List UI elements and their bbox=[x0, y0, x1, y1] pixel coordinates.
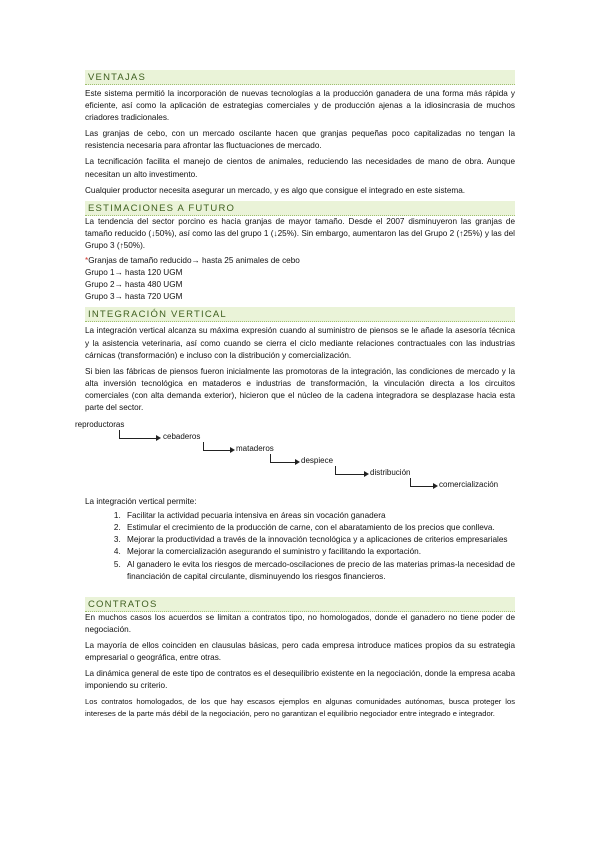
arrowhead-icon bbox=[156, 435, 161, 441]
chain-step: cebaderos bbox=[163, 432, 201, 442]
section-integracion bbox=[75, 307, 515, 582]
paragraph: La tecnificación facilita el manejo de cientos de animales, reduciendo las necesidades de mano de obra. Aunque necesitan un alto investimento. bbox=[85, 157, 515, 179]
arrowhead-icon bbox=[295, 459, 300, 465]
section-ventajas bbox=[85, 70, 515, 197]
list-item: 2. Estimular el crecimiento de la producción de carne, con el abaratamiento de los precios que conlleva. bbox=[123, 522, 515, 534]
paragraph: Si bien las fábricas de piensos fueron inicialmente las promotoras de la integración, las condiciones de mercado y la alta inversión tecnológica en mataderos e industrias de transformación, la vinculación directa a los circuitos comerciales (con alta demanda exterior), hicieron que el núcleo de la cadena integradora se desplazase hacia esta parte del sector. bbox=[85, 366, 515, 412]
chain-step: despiece bbox=[301, 456, 334, 466]
asterisk: * bbox=[85, 256, 89, 266]
integration-chain-diagram bbox=[75, 420, 515, 494]
heading-ventajas: VENTAJAS bbox=[85, 70, 515, 85]
size-line bbox=[85, 255, 515, 267]
size-line: Grupo 2→ hasta 480 UGM bbox=[85, 280, 183, 290]
chain-arrow bbox=[119, 430, 158, 439]
chain-step: reproductoras bbox=[75, 420, 125, 430]
list-intro: La integración vertical permite: bbox=[85, 497, 197, 507]
paragraph: La tendencia del sector porcino es hacia granjas de mayor tamaño. Desde el 2007 disminuyeron las granjas de tamaño reducido (↓50%), así como las del grupo 1 (↓25%). Sin embargo, aumentaron las del Grupo 2 (↑25%) y las del Grupo 3 (↑50%). bbox=[85, 216, 515, 250]
chain-arrow bbox=[270, 454, 297, 463]
list-item: 5. Al ganadero le evita los riesgos de mercado-oscilaciones de precio de las materias primas-la necesidad de financiación de capital circulante, disminuyendo los riesgos financieros. bbox=[123, 559, 515, 583]
heading-estimaciones: ESTIMACIONES A FUTURO bbox=[85, 201, 515, 216]
chain-step: distribución bbox=[370, 468, 411, 478]
document-page bbox=[75, 70, 515, 724]
paragraph: La mayoría de ellos coinciden en clausulas básicas, pero cada empresa introduce matices propios da su estrategia empresarial o geográfica, entre otras. bbox=[85, 640, 515, 662]
chain-step: mataderos bbox=[236, 444, 274, 454]
section-contratos bbox=[85, 597, 515, 721]
paragraph: Cualquier productor necesita asegurar un mercado, y es algo que consigue el integrado en este sistema. bbox=[85, 185, 466, 195]
paragraph: En muchos casos los acuerdos se limitan a contratos tipo, no homologados, donde el ganadero no tiene poder de negociación. bbox=[85, 612, 515, 634]
benefits-list bbox=[85, 510, 515, 583]
size-line: Grupo 3→ hasta 720 UGM bbox=[85, 292, 183, 302]
chain-arrow bbox=[335, 466, 366, 475]
paragraph: La integración vertical alcanza su máxima expresión cuando al suministro de piensos se le añade la asesoría técnica y la asistencia veterinaria, así como cuando se cierra el ciclo mediante relaciones contractuales con las industrias cárnicas (transformación) e incluso con la distribución y comercialización. bbox=[85, 326, 515, 360]
paragraph: La dinámica general de este tipo de contratos es el desequilibrio existente en la negociación, donde la empresa acaba imponiendo su criterio. bbox=[85, 669, 515, 691]
arrowhead-icon bbox=[230, 447, 235, 453]
paragraph: Este sistema permitió la incorporación de nuevas tecnologías a la producción ganadera de una forma más rápida y eficiente, así como la aplicación de estrategias comerciales y de producción ajenas a la idiosincrasia de muchos criadores tradicionales. bbox=[85, 89, 515, 123]
list-item: 4. Mejorar la comercialización asegurando el suministro y facilitando la exportación. bbox=[123, 546, 515, 558]
paragraph: Los contratos homologados, de los que hay escasos ejemplos en algunas comunidades autónomas, busca proteger los intereses de la parte más débil de la negociación, pero no garantizan el equilibrio negociador entre integrado e integrador. bbox=[85, 697, 515, 719]
list-item: 1. Facilitar la actividad pecuaria intensiva en áreas sin vocación ganadera bbox=[123, 510, 515, 522]
arrowhead-icon bbox=[364, 471, 369, 477]
size-line: Grupo 1→ hasta 120 UGM bbox=[85, 268, 183, 278]
chain-step: comercialización bbox=[439, 480, 499, 490]
heading-integracion: INTEGRACIÓN VERTICAL bbox=[85, 307, 515, 322]
size-text: Granjas de tamaño reducido→ hasta 25 animales de cebo bbox=[88, 256, 300, 266]
heading-contratos: CONTRATOS bbox=[85, 597, 515, 612]
paragraph: Las granjas de cebo, con un mercado oscilante hacen que granjas pequeñas poco capitalizadas no tengan la resistencia necesaria para afrontar las fluctuaciones de mercado. bbox=[85, 129, 515, 151]
section-estimaciones bbox=[85, 201, 515, 304]
chain-arrow bbox=[203, 442, 232, 451]
list-item: 3. Mejorar la productividad a través de la innovación tecnológica y a aplicaciones de criterios empresariales bbox=[123, 534, 515, 546]
arrowhead-icon bbox=[433, 483, 438, 489]
chain-arrow bbox=[410, 478, 435, 487]
